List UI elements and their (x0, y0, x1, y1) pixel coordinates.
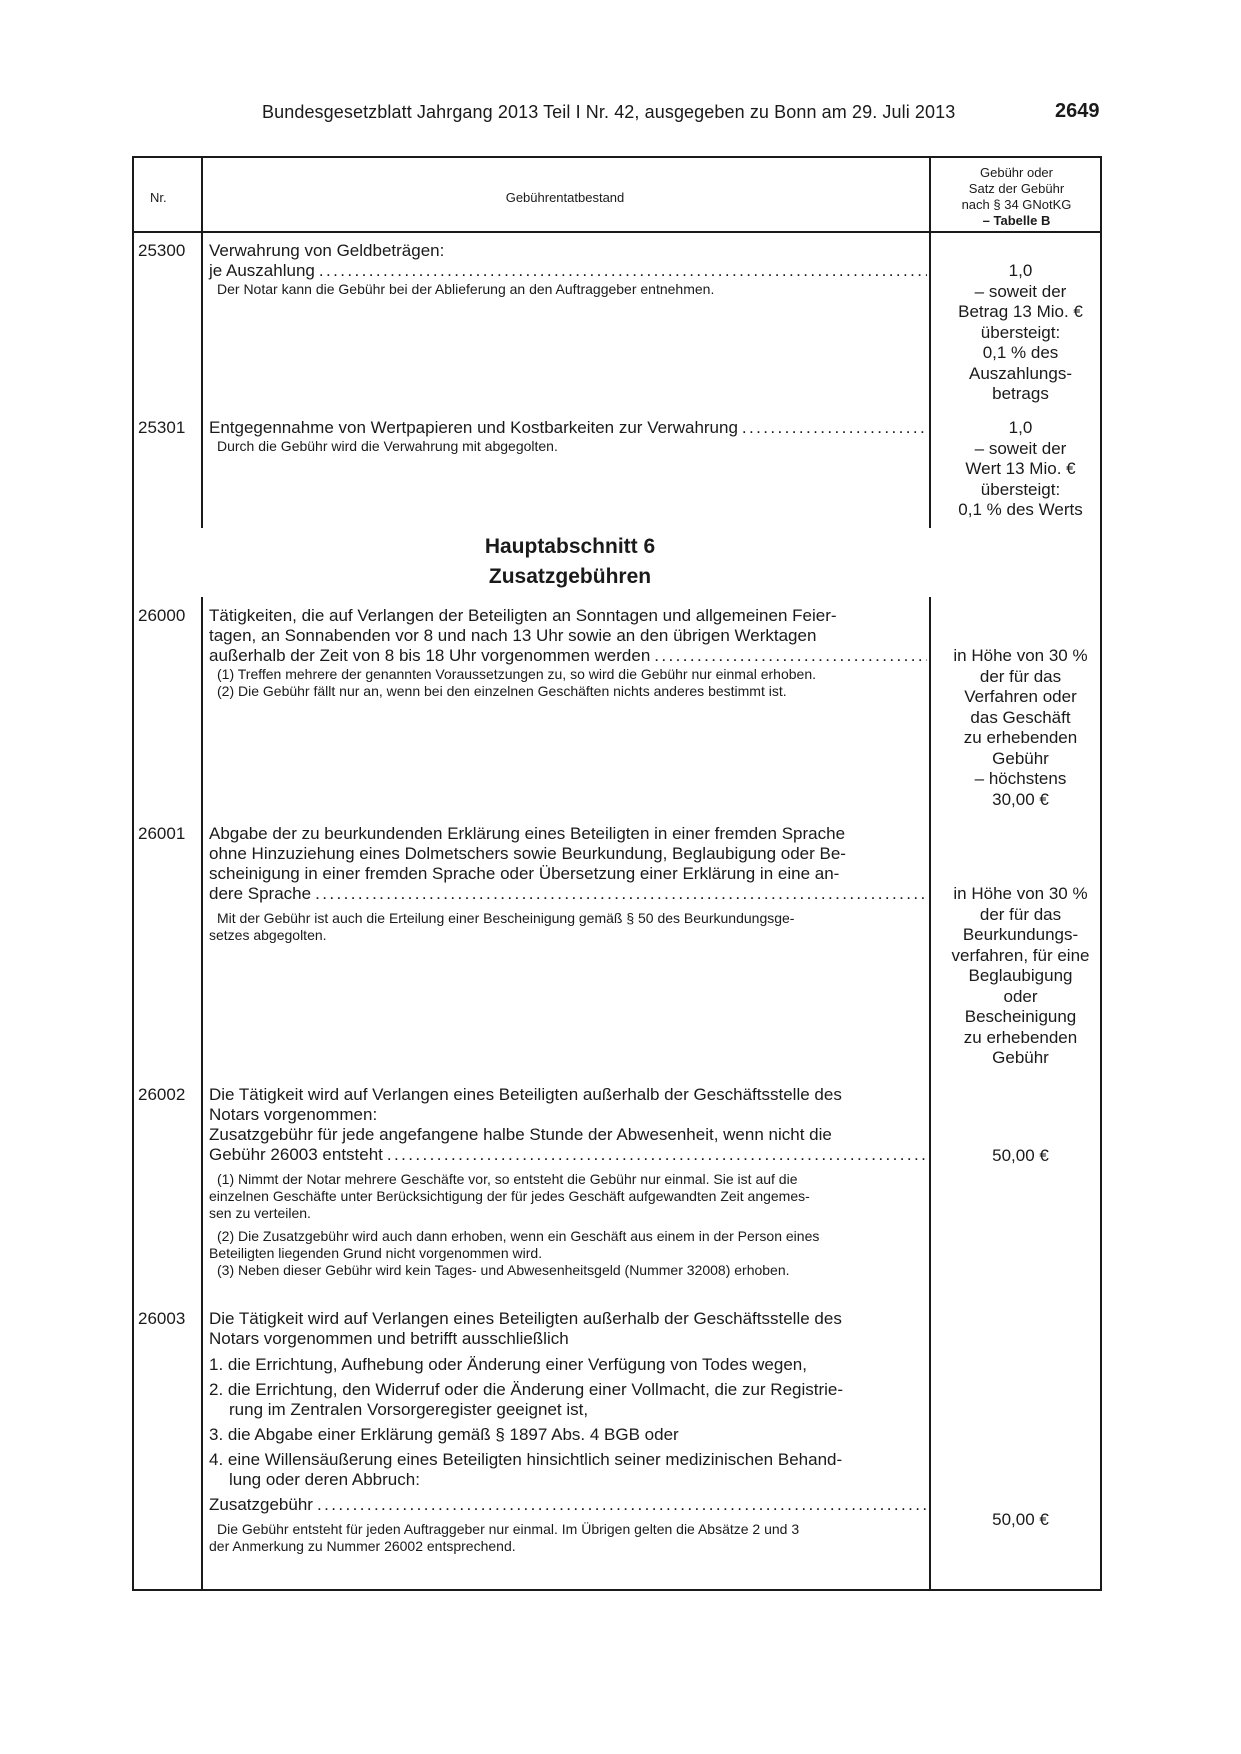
row-text-line: Zusatzgebühr für jede angefangene halbe Stunde der Abwesenheit, wenn nicht die (209, 1125, 832, 1144)
header-fee-line4: – Tabelle B (982, 213, 1051, 228)
fee-line: 1,0 (1008, 261, 1033, 280)
row-text-line: Notars vorgenommen und betrifft ausschließlich (209, 1329, 569, 1348)
fee-26003: 50,00 € (992, 1510, 1049, 1529)
row-text-line: Die Tätigkeit wird auf Verlangen eines Beteiligten außerhalb der Geschäftsstelle des (209, 1085, 842, 1104)
note-26003 (209, 1521, 927, 1555)
row-text-line: tagen, an Sonnabenden vor 8 und nach 13 Uhr sowie an den übrigen Werktagen (209, 626, 817, 645)
leader-text-26001: dere Sprache (209, 884, 312, 903)
list-item-4 (209, 1450, 927, 1490)
row-number-25300: 25300 (138, 241, 186, 260)
header-fee-line3: nach § 34 GNotKG (961, 197, 1072, 212)
row-text-line: Notars vorgenommen: (209, 1105, 378, 1124)
header-fee-line1: Gebühr oder (980, 165, 1053, 180)
row-text-25300 (209, 241, 927, 298)
row-number-26000: 26000 (138, 606, 186, 625)
leader-line-25300 (209, 261, 927, 281)
header-col-nr: Nr. (150, 190, 167, 205)
fee-line: Betrag 13 Mio. € (958, 302, 1083, 321)
leader-text-25300: je Auszahlung (209, 261, 315, 280)
note-26002-3: (3) Neben dieser Gebühr wird kein Tages- und Abwesenheitsgeld (Nummer 32008) erhoben. (217, 1262, 790, 1278)
note-line: (1) Nimmt der Notar mehrere Geschäfte vor, so entsteht die Gebühr nur einmal. Sie ist auf die (217, 1171, 798, 1187)
fee-line: Wert 13 Mio. € (965, 459, 1076, 478)
fee-line: das Geschäft (970, 707, 1071, 727)
col-divider-nr-lower (201, 597, 203, 1591)
header-fee-line2: Satz der Gebühr (968, 181, 1065, 196)
fee-line: 0,1 % des Werts (958, 500, 1083, 519)
running-head: Bundesgesetzblatt Jahrgang 2013 Teil I Nr. 42, ausgegeben zu Bonn am 29. Juli 2013 (262, 102, 956, 122)
fee-line: Bescheinigung (964, 1007, 1077, 1026)
fee-25300 (937, 261, 1104, 405)
fee-line: zu erhebenden (963, 728, 1078, 747)
col-divider-fee-lower (929, 597, 931, 1591)
fee-line: verfahren, für eine (951, 945, 1090, 965)
row-title-25300: Verwahrung von Geldbeträgen: (209, 241, 445, 260)
dot-leader (742, 418, 927, 438)
leader-text-25301: Entgegennahme von Wertpapieren und Kostbarkeiten zur Verwahrung (209, 418, 738, 437)
fee-line: betrags (992, 384, 1049, 403)
list-item-3: 3. die Abgabe einer Erklärung gemäß § 1897 Abs. 4 BGB oder (209, 1425, 679, 1444)
row-text-26002 (209, 1085, 927, 1279)
fee-line: oder (1003, 986, 1038, 1006)
leader-text-26003: Zusatzgebühr (209, 1495, 313, 1514)
fee-26001 (937, 884, 1104, 1069)
fee-line: in Höhe von 30 % (953, 646, 1088, 665)
leader-line-26002 (209, 1145, 927, 1165)
note-26002-2 (209, 1228, 927, 1262)
fee-line: Beurkundungs- (962, 925, 1079, 944)
note-line: Die Gebühr entsteht für jeden Auftraggeber nur einmal. Im Übrigen gelten die Absätze 2 und 3 (217, 1521, 800, 1537)
dot-leader (317, 1495, 927, 1515)
section-heading-line1: Hauptabschnitt 6 (484, 535, 656, 558)
fee-line: – soweit der (974, 281, 1067, 301)
list-item-line: 2. die Errichtung, den Widerruf oder die Änderung einer Vollmacht, die zur Registrie- (209, 1380, 844, 1399)
fee-line: Verfahren oder (964, 687, 1077, 706)
fee-line: Auszahlungs- (968, 363, 1072, 383)
row-text-line: Die Tätigkeit wird auf Verlangen eines Beteiligten außerhalb der Geschäftsstelle des (209, 1309, 842, 1328)
row-number-26002: 26002 (138, 1085, 186, 1104)
row-text-26000 (209, 606, 927, 700)
table-header-divider (132, 231, 1102, 233)
list-item-line: rung im Zentralen Vorsorgeregister geeignet ist, (229, 1400, 589, 1419)
row-text-line: Tätigkeiten, die auf Verlangen der Beteiligten an Sonntagen und allgemeinen Feier- (209, 606, 837, 625)
leader-text-26002: Gebühr 26003 entsteht (209, 1145, 383, 1164)
list-item-line: 4. eine Willensäußerung eines Beteiligten hinsichtlich seiner medizinischen Behand- (209, 1450, 843, 1469)
section-heading-line2: Zusatzgebühren (488, 565, 652, 588)
leader-line-25301 (209, 418, 927, 438)
fee-line: übersteigt: (980, 479, 1061, 499)
fee-26002: 50,00 € (992, 1146, 1049, 1165)
leader-line-26001 (209, 884, 927, 904)
header-col-fee (931, 165, 1102, 229)
note-26000-1: (1) Treffen mehrere der genannten Voraussetzungen zu, so wird die Gebühr nur einmal erhoben. (217, 666, 816, 682)
list-item-1: 1. die Errichtung, Aufhebung oder Änderung einer Verfügung von Todes wegen, (209, 1355, 807, 1374)
fee-line: Gebühr (992, 748, 1049, 768)
row-number-25301: 25301 (138, 418, 186, 437)
note-line: sen zu verteilen. (209, 1205, 311, 1221)
fee-line: zu erhebenden (963, 1027, 1078, 1047)
fee-line: 1,0 (1008, 418, 1033, 437)
dot-leader (319, 261, 927, 281)
leader-line-26000 (209, 646, 927, 666)
fee-line: 30,00 € (992, 789, 1049, 809)
row-text-26003 (209, 1309, 927, 1555)
leader-text-26000: außerhalb der Zeit von 8 bis 18 Uhr vorgenommen werden (209, 646, 651, 665)
fee-26000 (937, 646, 1104, 810)
dot-leader (315, 884, 927, 904)
note-line: einzelnen Geschäfte unter Berücksichtigung der für jedes Geschäft aufgewandten Zeit angemes- (209, 1188, 810, 1204)
note-25301: Durch die Gebühr wird die Verwahrung mit abgegolten. (217, 438, 558, 454)
fee-line: – soweit der (974, 438, 1067, 458)
row-text-25301 (209, 418, 927, 455)
fee-line: in Höhe von 30 % (953, 884, 1088, 903)
note-26002-1 (209, 1171, 927, 1222)
note-line: (2) Die Zusatzgebühr wird auch dann erhoben, wenn ein Geschäft aus einem in der Person eines (217, 1228, 820, 1244)
section-heading (200, 532, 940, 592)
leader-line-26003 (209, 1495, 927, 1515)
note-line: Beteiligten liegenden Grund nicht vorgenommen wird. (209, 1245, 543, 1261)
col-divider-nr-upper (201, 156, 203, 528)
row-text-line: Abgabe der zu beurkundenden Erklärung eines Beteiligten in einer fremden Sprache (209, 824, 846, 843)
fee-line: der für das (979, 904, 1062, 924)
fee-line: 0,1 % des (982, 343, 1059, 362)
fee-line: der für das (979, 666, 1062, 686)
fee-line: – höchstens (974, 769, 1067, 788)
list-item-line: lung oder deren Abbruch: (229, 1470, 420, 1489)
note-line: der Anmerkung zu Nummer 26002 entsprechend. (209, 1538, 516, 1554)
row-text-line: scheinigung in einer fremden Sprache oder Übersetzung einer Erklärung in eine an- (209, 864, 840, 883)
row-number-26001: 26001 (138, 824, 186, 843)
fee-line: Gebühr (992, 1048, 1049, 1067)
row-text-26001 (209, 824, 927, 944)
page-number: 2649 (1055, 100, 1100, 122)
note-26001 (209, 910, 927, 944)
note-26000-2: (2) Die Gebühr fällt nur an, wenn bei den einzelnen Geschäften nichts anderes bestimmt ist. (217, 683, 787, 699)
list-item-2 (209, 1380, 927, 1420)
row-number-26003: 26003 (138, 1309, 186, 1328)
note-25300: Der Notar kann die Gebühr bei der Ablieferung an den Auftraggeber entnehmen. (217, 281, 715, 297)
row-text-line: ohne Hinzuziehung eines Dolmetschers sowie Beurkundung, Beglaubigung oder Be- (209, 844, 846, 863)
dot-leader (654, 646, 927, 666)
header-col-description: Gebührentatbestand (505, 190, 625, 205)
note-line: setzes abgegolten. (209, 927, 327, 943)
fee-line: übersteigt: (980, 322, 1061, 342)
dot-leader (387, 1145, 927, 1165)
fee-line: Beglaubigung (968, 966, 1073, 985)
note-line: Mit der Gebühr ist auch die Erteilung einer Bescheinigung gemäß § 50 des Beurkundungsge- (217, 910, 795, 926)
fee-25301 (937, 418, 1104, 521)
